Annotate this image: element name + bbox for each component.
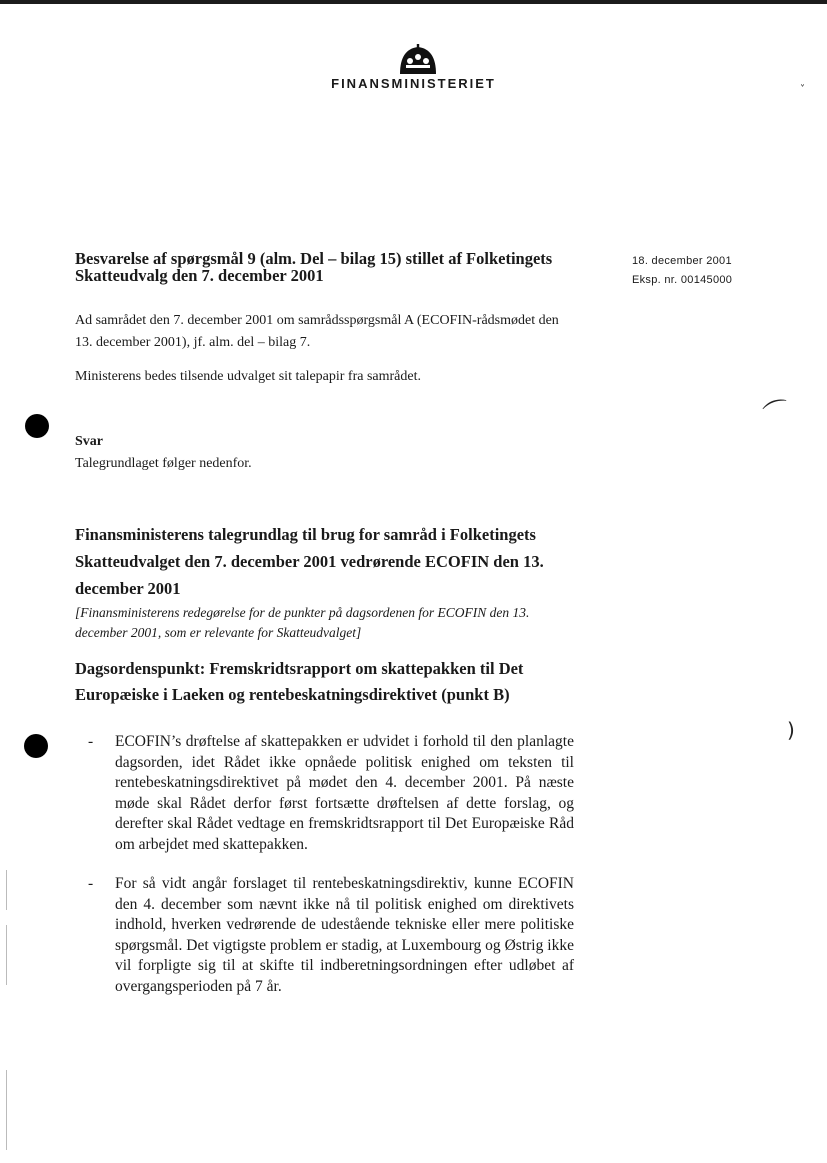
top-border xyxy=(0,0,827,4)
request-paragraph: Ministerens bedes tilsende udvalget sit talepapir fra samrådet. xyxy=(75,369,422,384)
list-item xyxy=(88,874,574,997)
ministry-name: FINANSMINISTERIET xyxy=(331,76,496,91)
bullet-text: For så vidt angår forslaget til rentebeskatningsdirektiv, kunne ECOFIN den 4. december som nævnt ikke nå til politisk enighed om direktivets indhold, hverken vedrørende de udestående tekniske eller mere politiske spørgsmål. Det vigtigste problem er stadig, at Luxembourg og Østrig ikke vil forpligte sig til at skifte til indberetningsordningen efter udløbet af overgangsperioden på 7 år. xyxy=(115,875,574,995)
danish-crown-icon xyxy=(398,44,438,74)
scan-edge-line xyxy=(6,870,7,910)
speech-title: Finansministerens talegrundlag til brug for samråd i Folketingets Skatteudvalget den 7. december 2001 vedrørende ECOFIN den 13. december 2001 xyxy=(75,525,544,598)
punch-hole xyxy=(25,414,49,438)
bullet-list xyxy=(88,732,574,1016)
scan-mark: ˅ xyxy=(800,84,805,95)
scan-edge-line xyxy=(6,1070,7,1150)
agenda-item-heading: Dagsordenspunkt: Fremskridtsrapport om skattepakken til Det Europæiske i Laeken og rentebeskatningsdirektivet (punkt B) xyxy=(75,659,524,704)
letter-subject: Besvarelse af spørgsmål 9 (alm. Del – bilag 15) stillet af Folketingets Skatteudvalg den 7. december 2001 xyxy=(75,249,553,285)
bullet-dash: - xyxy=(88,875,94,892)
bullet-dash: - xyxy=(88,733,94,750)
scan-mark: ) xyxy=(787,718,795,742)
intro-paragraph: Ad samrådet den 7. december 2001 om samrådsspørgsmål A (ECOFIN-rådsmødet den 13. december 2001), jf. alm. del – bilag 7. xyxy=(75,313,559,350)
scan-edge-line xyxy=(6,925,7,985)
bullet-text: ECOFIN’s drøftelse af skattepakken er udvidet i forhold til den planlagte dagsorden, idet Rådet ikke opnåede politisk enighed om teksten til rentebeskatningsdirektivet på mødet den 4. december 2001. På næste møde skal Rådet derfor først fortsætte drøftelsen af dette forslag, og derefter skal Rådet vedtage en fremskridtsrapport til Det Europæiske Råd om arbejdet med skattepakken. xyxy=(115,733,574,853)
answer-section xyxy=(75,431,575,475)
punch-hole xyxy=(24,734,48,758)
file-number: Eksp. nr. 00145000 xyxy=(632,274,733,286)
letter-meta xyxy=(632,252,812,290)
answer-heading: Svar xyxy=(75,434,103,449)
scan-mark: ⌒ xyxy=(760,395,796,433)
answer-text: Talegrundlaget følger nedenfor. xyxy=(75,456,252,471)
letter-date: 18. december 2001 xyxy=(632,255,732,267)
editorial-note: [Finansministerens redegørelse for de punkter på dagsordenen for ECOFIN den 13. december 2001, som er relevante for Skatteudvalget] xyxy=(75,605,530,640)
list-item xyxy=(88,732,574,855)
